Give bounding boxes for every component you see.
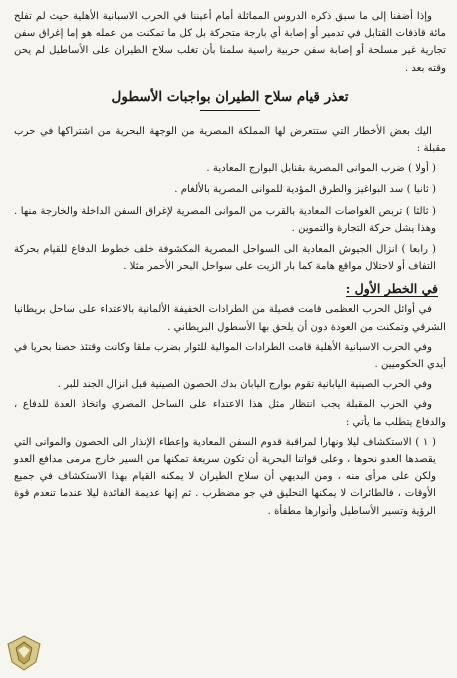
threats-intro-paragraph: اليك بعض الأخطار التي ستتعرض لها المملكة المصرية من الوجهة البحرية من اشتراكها في حرب مقبلة : (14, 125, 446, 155)
document-page (14, 8, 446, 670)
intro-paragraph: وإذا أضفنا إلى ما سبق ذكره الدروس المماثلة أمام أعيننا في الحرب الاسبانية الأهلية حيث لم تفلح مائة قاذفات القتابل في تدمير أو إصابة أي بارجة متحركة بل كل ما تمكنت من عمله هو إما إغراق سفن تجارية غير مسلحة أو إصابة سفن حربية راسية سلمنا بأن تغلب سلاح الطيران على الأساطيل لم يحن وقته بعد . (14, 11, 446, 74)
requirement-paragraph: ( ١ ) الاستكشاف ليلا ونهارا لمراقبة قدوم السفن المعادية وإعطاء الإنذار الى الحصون والموانى التي يقصدها العدو نحوها ، وعلى قواتنا البحرية أن تكون سريعة تمكنها من السير خارج مرمى مدافع العدو ولكن على مرأى منه ، ومن البديهي أن سلاح الطيران لا يمكنه القيام بهذا الاستكشاف في جميع الأوقات ، فالطائرات لا يمكنها التحليق في جو مضطرب . ثم إنها عديمة الفائدة ليلا عندما تنعدم قوة الرؤية وتسير الأساطيل وأنوارها مطفأة . (14, 436, 436, 517)
history-paragraph-3: وفي الحرب الصينية اليابانية تقوم بوارج اليابان بدك الحصون الصينية قبل انزال الجند للبر . (57, 379, 432, 391)
threat-item-3: ( ثالثا ) تربص الغواصات المعادية بالقرب من الموانى المصرية لإغراق السفن الداخلة والخارجة منها . وهذا يشل حركة التجارة والتموين . (14, 205, 436, 234)
threat-item-1: ( أولا ) ضرب الموانى المصرية بقنابل البوارج المعادية . (206, 163, 436, 175)
heading-underline (200, 110, 260, 111)
subsection-heading (14, 279, 446, 299)
threat-item-4: ( رابعا ) انزال الجيوش المعادية الى السواحل المصرية المكشوفة خلف خطوط الدفاع للقيام بحركة التفاف أو لاحتلال مواقع هامة كما بار الزيت على سواحل البحر الأحمر مثلا . (14, 244, 436, 273)
future-war-paragraph: وفي الحرب المقبلة يجب انتظار مثل هذا الاعتداء على الساحل المصري واتخاذ العدة للدفاع ، والدفاع يتطلب ما يأتي : (14, 399, 446, 428)
history-paragraph-1: في أوائل الحرب العظمى قامت فصيلة من الطرادات الخفيفة الألمانية بالاعتداء على ساحل بريطانيا الشرقي وتمكنت من العودة دون أن يلحق بها الأسطول البريطاني . (14, 304, 446, 333)
subsection-heading-text: في الخطر الأول : (345, 281, 438, 297)
section-heading: تعذر قيام سلاح الطيران بواجبات الأسطول (111, 88, 349, 105)
history-paragraph-2: وفي الحرب الاسبانية الأهلية قامت الطرادات الموالية للثوار بضرب ملقا وكانت وقتئذ حصنا بحريا في أيدي الحكوميين . (14, 341, 446, 371)
watermark-logo-icon (6, 634, 42, 672)
threat-item-2: ( ثانيا ) سد البواغيز والطرق المؤدية للموانى المصرية بالألغام . (174, 184, 436, 196)
